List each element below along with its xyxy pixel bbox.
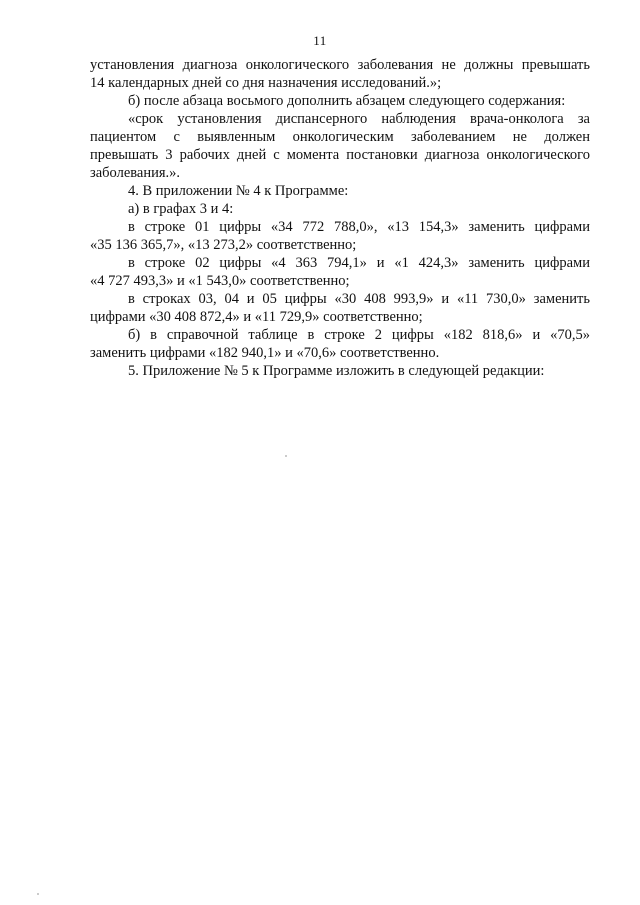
text-line: установления диагноза онкологического заболевания не должны превышать (90, 57, 590, 73)
text-line: б) в справочной таблице в строке 2 цифры «182 818,6» и «70,5» (128, 327, 590, 343)
text-line: пациентом с выявленным онкологическим заболеванием не должен (90, 129, 590, 145)
text-line: 5. Приложение № 5 к Программе изложить в следующей редакции: (128, 363, 545, 379)
scan-speck (37, 893, 39, 895)
text-line: заменить цифрами «182 940,1» и «70,6» соответственно. (90, 345, 440, 361)
text-line: превышать 3 рабочих дней с момента постановки диагноза онкологического (90, 147, 590, 163)
scan-speck (285, 455, 287, 457)
document-body (90, 56, 590, 380)
text-line: цифрами «30 408 872,4» и «11 729,9» соответственно; (90, 309, 423, 325)
text-line: 4. В приложении № 4 к Программе: (128, 183, 349, 199)
text-line: 14 календарных дней со дня назначения исследований.»; (90, 75, 442, 91)
text-line: в строке 02 цифры «4 363 794,1» и «1 424,3» заменить цифрами (128, 255, 590, 271)
text-line: заболевания.». (90, 165, 181, 181)
page-number: 11 (313, 33, 327, 48)
text-line: а) в графах 3 и 4: (128, 201, 234, 217)
text-line: «4 727 493,3» и «1 543,0» соответственно; (90, 273, 350, 289)
text-line: «35 136 365,7», «13 273,2» соответственно; (90, 237, 357, 253)
text-line: в строках 03, 04 и 05 цифры «30 408 993,9» и «11 730,0» заменить (128, 291, 590, 307)
text-line: «срок установления диспансерного наблюдения врача-онколога за (128, 111, 590, 127)
text-line: в строке 01 цифры «34 772 788,0», «13 154,3» заменить цифрами (128, 219, 590, 235)
text-line: б) после абзаца восьмого дополнить абзацем следующего содержания: (128, 93, 566, 109)
